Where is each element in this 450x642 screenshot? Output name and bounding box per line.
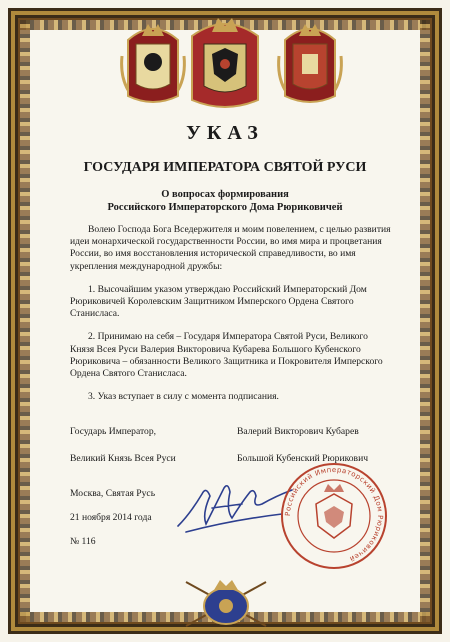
frame-border-right (420, 20, 430, 622)
svg-text:Российский Императорский Дом Р: Российский Императорский Дом Рюриковичей (283, 465, 385, 564)
text-line: 1. Высочайшим указом утверждаю Российский Императорский Дом (88, 283, 367, 295)
issue-place: Москва, Святая Русь (70, 488, 156, 499)
text-line: Рюриковичей Королевским Защитником Имперского Ордена Святого (70, 296, 354, 308)
text-line: Рюриковича – обязанности Великого Защитника и Покровителя Имперского (70, 355, 383, 367)
document-body (70, 224, 391, 414)
text-line: Князя Всея Руси Валерия Викторовича Кубарева Большого Кубенского (70, 343, 361, 355)
text-line: России, во имя восстановления исторической справедливости, во имя (70, 248, 356, 260)
text-line: идеи монархической государственности России, во имя мира и процветания (70, 236, 382, 248)
document-topic (70, 188, 380, 214)
signer-title (70, 426, 176, 480)
topic-line: Российского Императорского Дома Рюриковичей (107, 202, 343, 213)
signer-title-line: Государь Император, (70, 426, 157, 437)
issue-number: № 116 (70, 536, 96, 547)
item-2-paragraph (70, 331, 386, 380)
issue-details (70, 488, 155, 560)
text-line: Волею Господа Бога Вседержителя и моим повелением, с целью развития (88, 224, 391, 235)
document-subtitle: ГОСУДАРЯ ИМПЕРАТОРА СВЯТОЙ РУСИ (83, 160, 367, 175)
text-line: Станисласа. (70, 308, 120, 320)
signer-name-line: Большой Кубенский Рюрикович (237, 453, 369, 464)
coat-of-arms-left-icon (118, 16, 188, 108)
intro-paragraph (70, 224, 391, 273)
item-3-paragraph (70, 391, 386, 403)
signer-name-line: Валерий Викторович Кубарев (237, 426, 359, 437)
topic-line: О вопросах формирования (161, 189, 289, 200)
frame-border-left (20, 20, 30, 622)
emblem-icon (180, 572, 272, 632)
text-line: 3. Указ вступает в силу с момента подписания. (88, 391, 279, 403)
text-line: Ордена Святого Станисласа. (70, 368, 187, 380)
signer-title-line: Великий Князь Всея Руси (70, 453, 176, 464)
text-line: укрепления международной дружбы: (70, 260, 223, 272)
item-1-paragraph (70, 284, 386, 321)
seal-icon (280, 460, 388, 572)
coat-of-arms-center-icon (182, 14, 268, 114)
text-line: 2. Принимаю на себя – Государя Императора Святой Руси, Великого (88, 331, 368, 343)
coat-of-arms-right-icon (275, 16, 345, 108)
document-title: УКАЗ (186, 122, 264, 144)
issue-date: 21 ноября 2014 года (70, 512, 152, 523)
